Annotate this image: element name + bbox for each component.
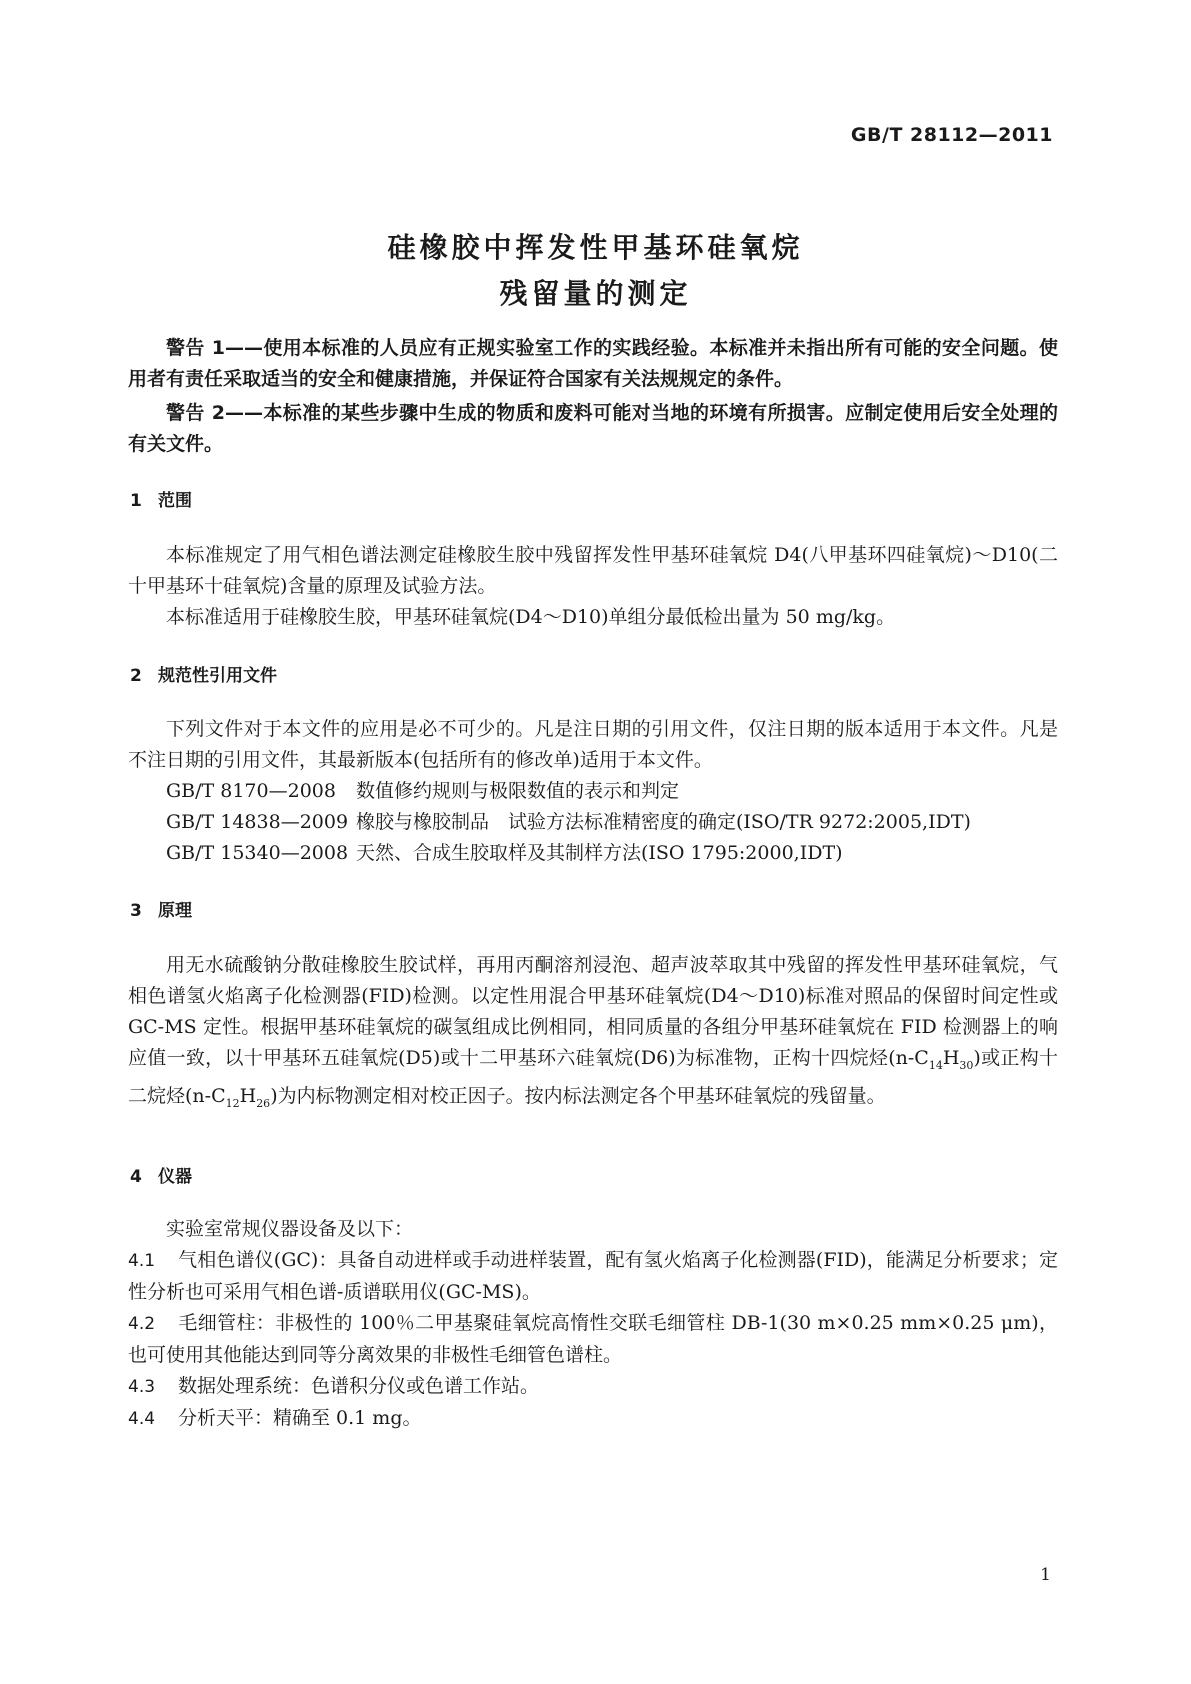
paragraph: 本标准规定了用气相色谱法测定硅橡胶生胶中残留挥发性甲基环硅氧烷 D4(八甲基环四硅氧烷)～D10(二十甲基环十硅氧烷)含量的原理及试验方法。 [128,544,1058,597]
section-heading-scope [130,486,192,511]
list-item [128,1371,1058,1403]
reference-title: 天然、合成生胶取样及其制样方法(ISO 1795:2000,IDT) [356,842,843,864]
reference-item [128,838,1058,869]
reference-code: GB/T 8170—2008 [166,780,336,802]
text-run: )或正构十二烷烃(n-C [128,1047,1058,1107]
item-number: 4.1 [128,1251,156,1271]
standard-number: GB/T 28112—2011 [850,124,1053,146]
item-number: 4.2 [128,1314,156,1334]
paragraph: 实验室常规仪器设备及以下： [166,1218,414,1240]
paragraph: 本标准适用于硅橡胶生胶，甲基环硅氧烷(D4～D10)单组分最低检出量为 50 mg/kg。 [166,606,896,628]
page-number: 1 [1040,1565,1051,1585]
item-text: 分析天平：精确至 0.1 mg。 [178,1407,422,1429]
reference-title: 数值修约规则与极限数值的表示和判定 [356,780,680,802]
section-heading-principle [130,896,192,921]
section-heading-references [130,661,277,686]
item-text: 数据处理系统：色谱积分仪或色谱工作站。 [178,1375,540,1397]
item-text: 毛细管柱：非极性的 100％二甲基聚硅氧烷高惰性交联毛细管柱 DB-1(30 m×0.25 mm×0.25 μm)，也可使用其他能达到同等分离效果的非极性毛细管色谱柱。 [128,1312,1058,1366]
warning-2: 警告 2——本标准的某些步骤中生成的物质和废料可能对当地的环境有所损害。应制定使用后安全处理的有关文件。 [128,402,1058,455]
list-item [128,1403,1058,1435]
section-title: 规范性引用文件 [158,666,277,686]
section-number: 1 [130,491,142,511]
section-number: 4 [130,1167,142,1187]
text-run: 用无水硫酸钠分散硅橡胶生胶试样，再用丙酮溶剂浸泡、超声波萃取其中残留的挥发性甲基环硅氧烷，气相色谱氢火焰离子化检测器(FID)检测。以定性用混合甲基环硅氧烷(D4～D10)标准对照品的保留时间定性或 GC-MS 定性。根据甲基环硅氧烷的碳氢组成比例相同，相同质量的各组分甲基环硅氧烷在 FID 检测器上的响应值一致，以十甲基环五硅氧烷(D5)或十二甲基环六硅氧烷(D6)为标准物，正构十四烷烃(n-C [128,954,1058,1069]
section-body-references [128,714,1058,869]
subscript: 14 [928,1058,943,1072]
subscript: 12 [225,1096,240,1110]
reference-item [128,807,1058,838]
item-number: 4.3 [128,1377,156,1397]
section-title: 原理 [158,901,192,921]
list-item [128,1308,1058,1371]
warning-1: 警告 1——使用本标准的人员应有正规实验室工作的实践经验。本标准并未指出所有可能的安全问题。使用者有责任采取适当的安全和健康措施，并保证符合国家有关法规规定的条件。 [128,337,1058,390]
text-run: )为内标物测定相对校正因子。按内标法测定各个甲基环硅氧烷的残留量。 [270,1084,886,1107]
section-body-apparatus [128,1214,1058,1435]
paragraph [128,950,1058,1119]
document-title-line2: 残留量的测定 [499,277,692,310]
subscript: 26 [256,1096,271,1110]
text-run: H [239,1084,257,1107]
item-number: 4.4 [128,1409,156,1429]
paragraph: 下列文件对于本文件的应用是必不可少的。凡是注日期的引用文件，仅注日期的版本适用于本文件。凡是不注日期的引用文件，其最新版本(包括所有的修改单)适用于本文件。 [128,718,1058,771]
section-heading-apparatus [130,1162,192,1187]
section-body-principle [128,950,1058,1119]
reference-code: GB/T 15340—2008 [166,842,349,864]
reference-code: GB/T 14838—2009 [166,811,349,833]
warnings-block [128,333,1058,460]
document-title-line1: 硅橡胶中挥发性甲基环硅氧烷 [387,231,804,264]
reference-item [128,776,1058,807]
section-title: 范围 [158,491,192,511]
item-text: 气相色谱仪(GC)：具备自动进样或手动进样装置，配有氢火焰离子化检测器(FID)，能满足分析要求；定性分析也可采用气相色谱-质谱联用仪(GC-MS)。 [128,1249,1058,1303]
section-body-scope [128,540,1058,633]
section-number: 2 [130,666,142,686]
section-number: 3 [130,901,142,921]
section-title: 仪器 [158,1167,192,1187]
subscript: 30 [959,1058,974,1072]
reference-title: 橡胶与橡胶制品 试验方法标准精密度的确定(ISO/TR 9272:2005,IDT) [356,811,971,833]
text-run: H [942,1047,960,1069]
list-item [128,1245,1058,1308]
